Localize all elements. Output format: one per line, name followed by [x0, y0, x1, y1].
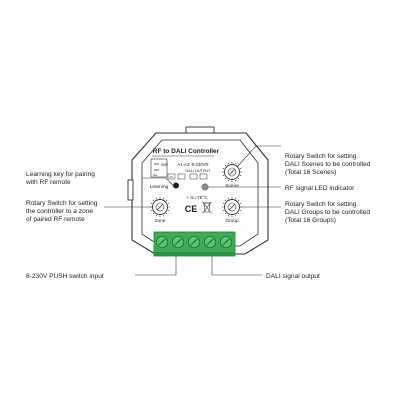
dali-output-label: DALI OUTPUT: [185, 169, 211, 173]
zone-dial-label: Zone: [154, 219, 166, 224]
zone-rotary-switch[interactable]: [150, 197, 170, 217]
callout-group-switch: Rotary Switch for setting DALI Groups to be controlled (Total 16 Groups): [285, 201, 371, 224]
left-clip: [128, 180, 133, 200]
callout-rf-led: RF signal LED indicator: [285, 185, 355, 192]
temperature-rating: + tc=75°C: [186, 196, 208, 201]
callout-dali-output: DALI signal output: [266, 273, 320, 280]
rf-led-indicator: [202, 184, 208, 190]
terminal-marking-ac: AC: [169, 175, 174, 179]
callout-learning-key: Learning key for pairing with RF remote: [26, 171, 95, 186]
top-clip: [186, 127, 214, 133]
scene-dial-label: Scene: [225, 184, 239, 189]
callout-push-input: 8-230V PUSH switch input: [26, 273, 104, 280]
dip-label-smp: SMP: [161, 163, 168, 167]
group-dial-label: Group: [225, 219, 239, 224]
device-title: RF to DALI Controller: [152, 148, 220, 155]
terminal-block-base: [154, 252, 235, 256]
learning-label: Learning: [149, 185, 169, 190]
voltage-rating: A1-A2: 8-230VR: [177, 162, 209, 167]
dip-label-na: NA: [153, 173, 158, 177]
callout-scene-switch: Rotary Switch for setting DALI Scenes to be controlled (Total 16 Scenes): [285, 153, 371, 176]
ce-mark: CE: [184, 204, 198, 214]
callout-zone-switch: Rotary Switch for setting the controller to a zone of paired RF remote: [26, 200, 98, 223]
group-rotary-switch[interactable]: [222, 197, 242, 217]
learning-button[interactable]: [173, 183, 179, 189]
